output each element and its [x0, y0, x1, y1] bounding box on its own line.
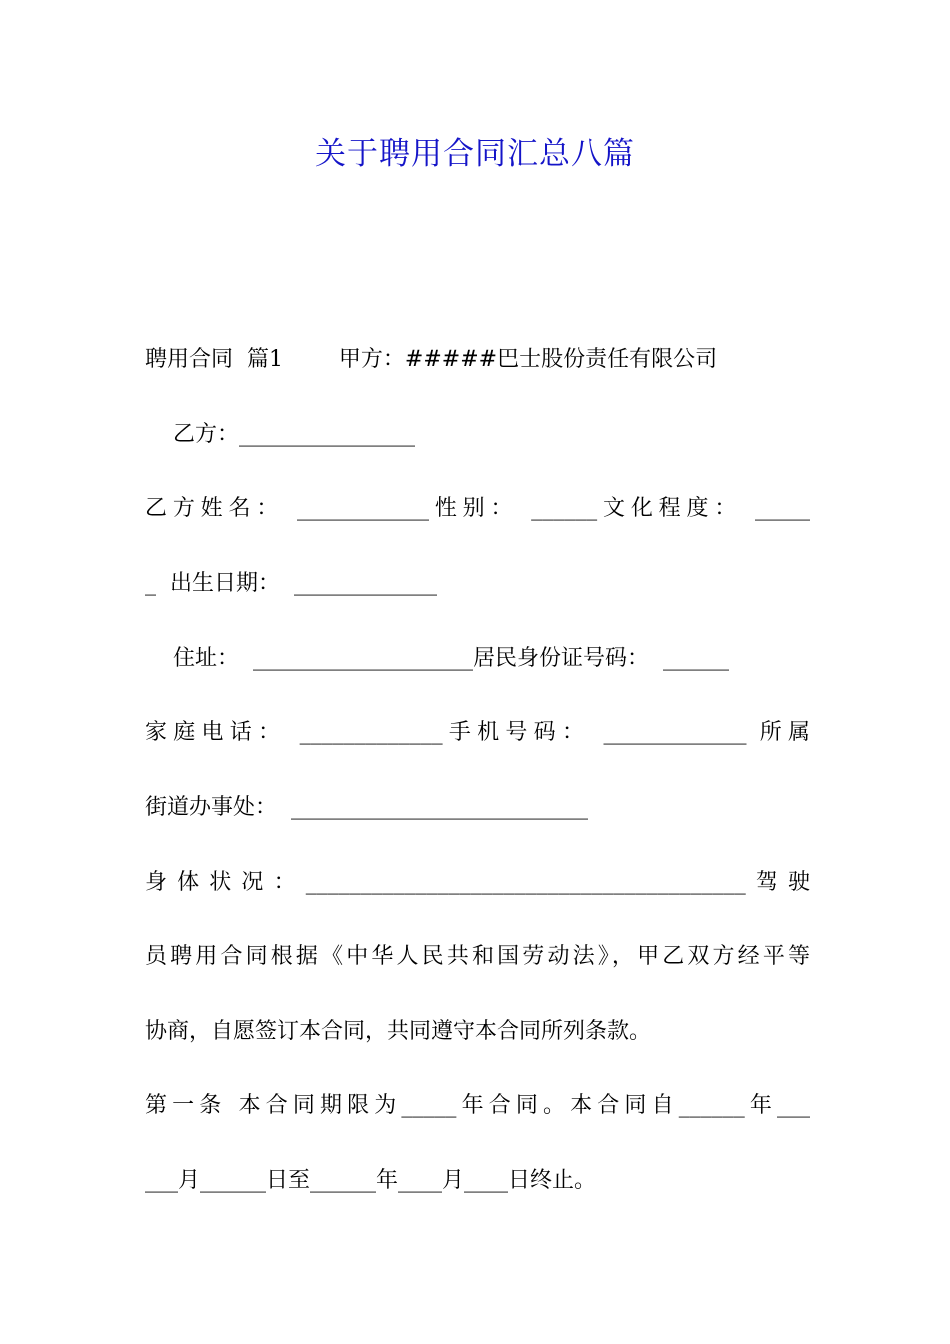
contract-header-line: 聘用合同 篇1 甲方：#####巴士股份责任有限公司 [145, 347, 718, 372]
address-line: 住址： ____________________居民身份证号码： ______ [145, 646, 729, 671]
document-title: 关于聘用合同汇总八篇 [315, 136, 635, 172]
article-one-line-1: 第一条 本合同期限为_____年合同。本合同自______年___ [145, 1093, 810, 1118]
body-paragraph-line-2: 协商，自愿签订本合同，共同遵守本合同所列条款。 [145, 1019, 652, 1044]
article-one-line-2: ___月______日至______年____月____日终止。 [145, 1168, 597, 1193]
party-b-name-line: 乙方姓名： ____________性别： ______文化程度： _____ [145, 496, 810, 521]
birth-date-line: _ 出生日期： _____________ [145, 571, 437, 596]
body-paragraph-line-1: 员聘用合同根据《中华人民共和国劳动法》，甲乙双方经平等 [145, 944, 810, 969]
phone-line: 家庭电话： _____________手机号码： _____________ 所属 [145, 720, 810, 745]
party-b-line: 乙方：________________ [145, 422, 415, 447]
health-line: 身体状况：________________________________________驾驶 [145, 870, 810, 895]
street-office-line: 街道办事处： ___________________________ [145, 795, 588, 820]
